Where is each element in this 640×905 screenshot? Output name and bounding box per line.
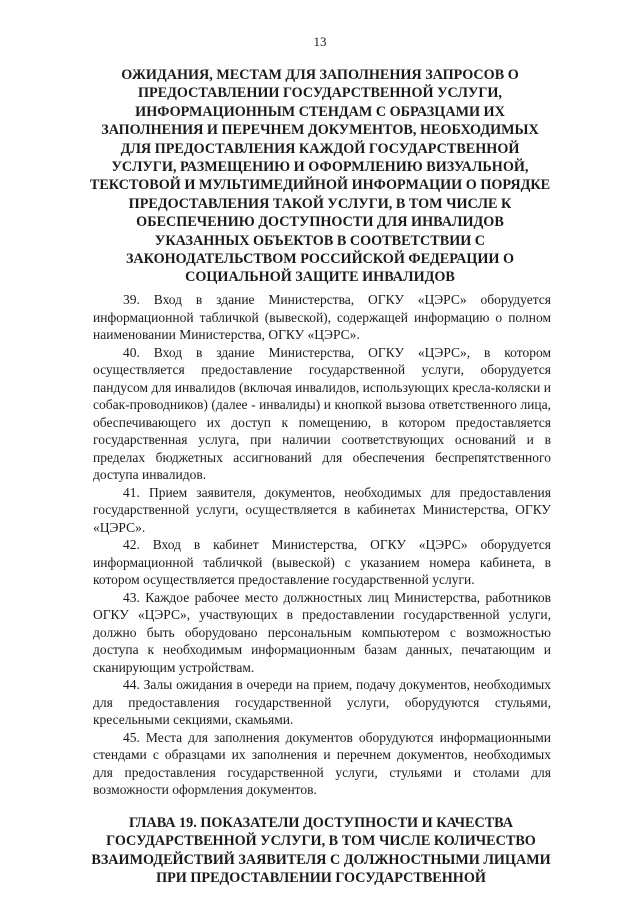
page-number: 13 [313, 34, 327, 49]
paragraph-41: 41. Прием заявителя, документов, необходимых для предоставления государственной услуги, осуществляется в кабинетах Министерства, ОГКУ «ЦЭРС». [93, 484, 551, 535]
section-heading: ОЖИДАНИЯ, МЕСТАМ ДЛЯ ЗАПОЛНЕНИЯ ЗАПРОСОВ О ПРЕДОСТАВЛЕНИИ ГОСУДАРСТВЕННОЙ УСЛУГИ, ИНФОРМАЦИОННЫМ СТЕНДАМ С ОБРАЗЦАМИ ИХ ЗАПОЛНЕНИЯ И ПЕРЕЧНЕМ ДОКУМЕНТОВ, НЕОБХОДИМЫХ ДЛЯ ПРЕДОСТАВЛЕНИЯ КАЖДОЙ ГОСУДАРСТВЕННОЙ УСЛУГИ, РАЗМЕЩЕНИЮ И ОФОРМЛЕНИЮ ВИЗУАЛЬНОЙ, ТЕКСТОВОЙ И МУЛЬТИМЕДИЙНОЙ ИНФОРМАЦИИ О ПОРЯДКЕ ПРЕДОСТАВЛЕНИЯ ТАКОЙ УСЛУГИ, В ТОМ ЧИСЛЕ К ОБЕСПЕЧЕНИЮ ДОСТУПНОСТИ ДЛЯ ИНВАЛИДОВ УКАЗАННЫХ ОБЪЕКТОВ В СООТВЕТСТВИИ С ЗАКОНОДАТЕЛЬСТВОМ РОССИЙСКОЙ ФЕДЕРАЦИИ О СОЦИАЛЬНОЙ ЗАЩИТЕ ИНВАЛИДОВ [89, 67, 551, 286]
document-body [93, 291, 551, 799]
paragraph-44: 44. Залы ожидания в очереди на прием, подачу документов, необходимых для предоставления государственной услуги, оборудуются стульями, кресельными секциями, скамьями. [93, 677, 551, 727]
paragraph-40: 40. Вход в здание Министерства, ОГКУ «ЦЭРС», в котором осуществляется предоставление государственной услуги, оборудуется пандусом для инвалидов (включая инвалидов, использующих кресла-коляски и собак-проводников) (далее - инвалиды) и кнопкой вызова ответственного лица, обеспечивающего их доступ к помещению, в котором предоставляется государственная услуга, при наличии соответствующих оснований и в пределах бюджетных ассигнований для обеспечения беспрепятственного доступа инвалидов. [93, 344, 551, 482]
paragraph-45: 45. Места для заполнения документов оборудуются информационными стендами с образцами их заполнения и перечнем документов, необходимых для предоставления государственной услуги, стульями и столами для возможности оформления документов. [93, 729, 551, 797]
paragraph-42: 42. Вход в кабинет Министерства, ОГКУ «ЦЭРС» оборудуется информационной табличкой (вывеской) с указанием номера кабинета, в котором осуществляется предоставление государственной услуги. [93, 537, 551, 587]
paragraph-39: 39. Вход в здание Министерства, ОГКУ «ЦЭРС» оборудуется информационной табличкой (вывеской), содержащей информацию о полном наименовании Министерства, ОГКУ «ЦЭРС». [93, 292, 551, 342]
chapter-heading: ГЛАВА 19. ПОКАЗАТЕЛИ ДОСТУПНОСТИ И КАЧЕСТВА ГОСУДАРСТВЕННОЙ УСЛУГИ, В ТОМ ЧИСЛЕ КОЛИЧЕСТВО ВЗАИМОДЕЙСТВИЙ ЗАЯВИТЕЛЯ С ДОЛЖНОСТНЫМИ ЛИЦАМИ ПРИ ПРЕДОСТАВЛЕНИИ ГОСУДАРСТВЕННОЙ [91, 815, 551, 887]
paragraph-43: 43. Каждое рабочее место должностных лиц Министерства, работников ОГКУ «ЦЭРС», участвующих в предоставлении государственной услуги, должно быть оборудовано персональным компьютером с возможностью доступа к необходимым информационным базам данных, печатающим и сканирующим устройствам. [93, 589, 551, 675]
